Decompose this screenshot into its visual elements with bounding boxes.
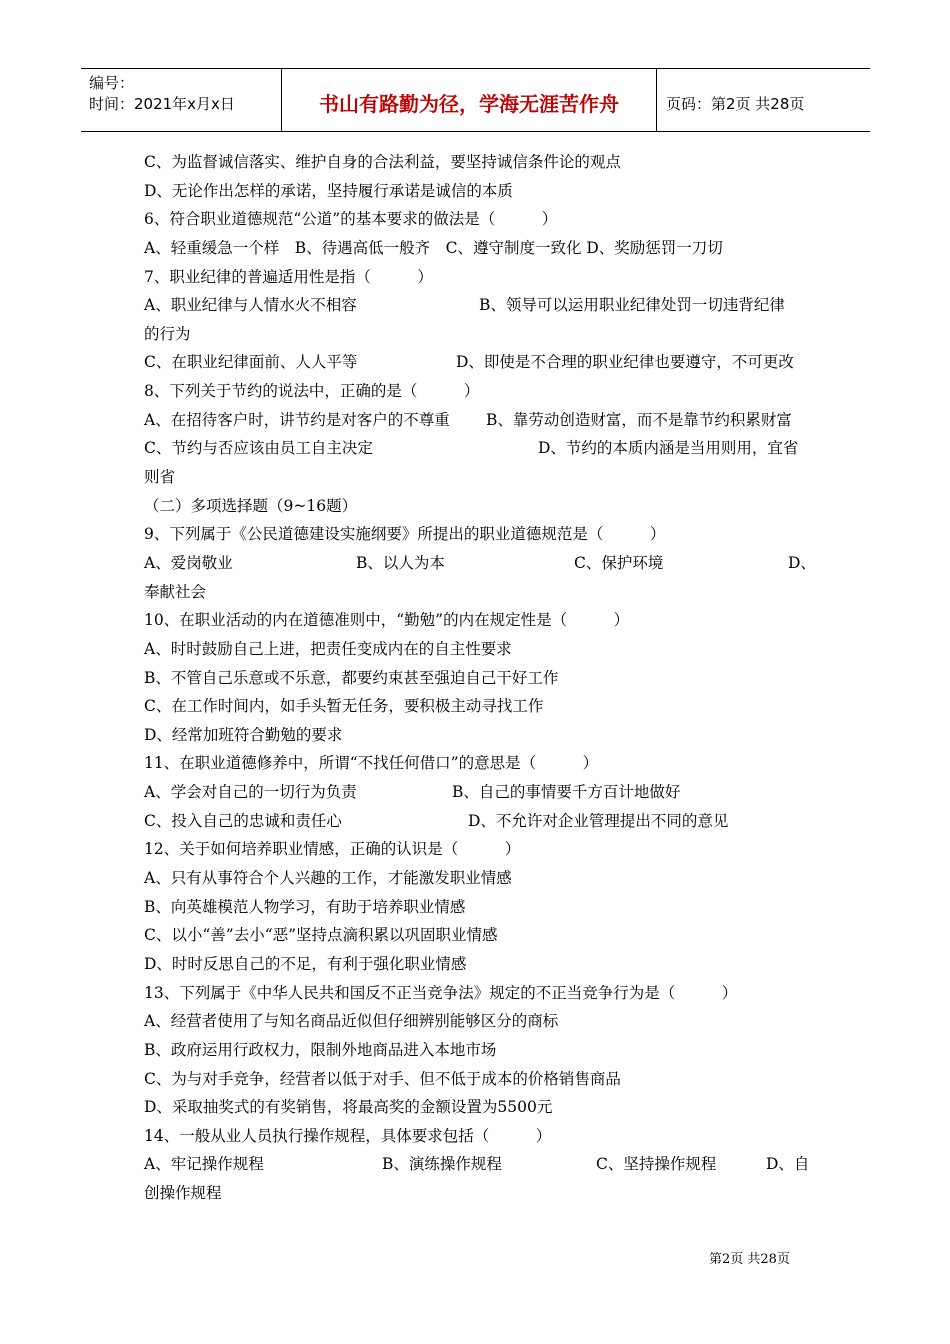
text-segment: 7、职业纪律的普遍适用性是指（ ） <box>144 267 433 286</box>
text-line <box>144 1150 808 1179</box>
text-line <box>144 1007 808 1036</box>
text-segment: A、学会对自己的一切行为负责 <box>144 783 357 802</box>
text-segment: 6、符合职业道德规范“公道”的基本要求的做法是（ ） <box>144 210 558 229</box>
text-line <box>144 721 808 750</box>
text-segment: 11、在职业道德修养中，所谓“不找任何借口”的意思是（ ） <box>144 754 599 773</box>
text-line <box>144 921 808 950</box>
text-segment: B、自己的事情要千方百计地做好 <box>452 783 681 802</box>
text-segment: A、经营者使用了与知名商品近似但仔细辨别能够区分的商标 <box>144 1012 559 1031</box>
text-line <box>144 1093 808 1122</box>
text-segment: D、无论作出怎样的承诺，坚持履行承诺是诚信的本质 <box>144 181 513 200</box>
text-segment: D、经常加班符合勤勉的要求 <box>144 725 343 744</box>
text-line <box>144 205 808 234</box>
text-segment: C、在职业纪律面前、人人平等 <box>144 353 358 372</box>
document-body <box>144 148 816 1208</box>
text-segment: D、采取抽奖式的有奖销售，将最高奖的金额设置为5500元 <box>144 1098 553 1117</box>
text-line <box>144 807 808 836</box>
text-line <box>144 377 808 406</box>
text-segment: C、以小“善”去小“恶”坚持点滴积累以巩固职业情感 <box>144 926 498 945</box>
text-line <box>144 234 808 263</box>
text-segment: C、坚持操作规程 <box>596 1155 717 1174</box>
text-segment: 13、下列属于《中华人民共和国反不正当竞争法》规定的不正当竞争行为是（ ） <box>144 983 738 1002</box>
text-segment: B、领导可以运用职业纪律处罚一切违背纪律 <box>479 296 785 315</box>
text-segment: C、节约与否应该由员工自主决定 <box>144 439 373 458</box>
text-line <box>144 549 816 578</box>
text-line <box>144 148 808 177</box>
text-segment: 14、一般从业人员执行操作规程，具体要求包括（ ） <box>144 1126 552 1145</box>
text-line <box>144 778 808 807</box>
text-line <box>144 291 808 320</box>
text-line <box>144 492 808 521</box>
text-line <box>144 1179 808 1208</box>
text-segment: C、保护环境 <box>574 553 664 572</box>
text-segment: A、轻重缓急一个样 B、待遇高低一般齐 C、遵守制度一致化 D、奖励惩罚一刀切 <box>144 238 723 257</box>
text-segment: A、职业纪律与人情水火不相容 <box>144 296 357 315</box>
text-segment: 9、下列属于《公民道德建设实施纲要》所提出的职业道德规范是（ ） <box>144 525 666 544</box>
text-line <box>144 692 808 721</box>
header-page-number: 页码：第2页 共28页 <box>666 95 805 113</box>
header-meta-cell <box>81 69 281 131</box>
text-line <box>144 320 808 349</box>
page-footer: 第2页 共28页 <box>709 1252 790 1267</box>
text-segment: D、 <box>788 553 816 572</box>
text-segment: B、政府运用行政权力，限制外地商品进入本地市场 <box>144 1040 497 1059</box>
text-segment: B、演练操作规程 <box>382 1155 502 1174</box>
text-segment: 则省 <box>144 468 176 487</box>
text-line <box>144 749 808 778</box>
text-segment: B、不管自己乐意或不乐意，都要约束甚至强迫自己干好工作 <box>144 668 559 687</box>
text-segment: 创操作规程 <box>144 1184 222 1203</box>
text-segment: 8、下列关于节约的说法中，正确的是（ ） <box>144 382 480 401</box>
text-line <box>144 463 808 492</box>
text-segment: A、爱岗敬业 <box>144 553 233 572</box>
header-page-cell <box>656 69 870 131</box>
text-segment: 的行为 <box>144 324 191 343</box>
text-line <box>144 177 808 206</box>
header-motto-cell <box>281 69 657 131</box>
text-line <box>144 406 808 435</box>
header-motto: 书山有路勤为径，学海无涯苦作舟 <box>319 92 619 116</box>
text-line <box>144 635 808 664</box>
text-segment: A、只有从事符合个人兴趣的工作，才能激发职业情感 <box>144 869 512 888</box>
text-line <box>144 520 808 549</box>
document-time-label: 时间：2021年x月x日 <box>89 95 235 113</box>
text-segment: D、自 <box>766 1155 810 1174</box>
text-line <box>144 864 808 893</box>
document-number-label: 编号： <box>89 74 135 92</box>
text-line <box>144 664 808 693</box>
text-segment: B、向英雄模范人物学习，有助于培养职业情感 <box>144 897 466 916</box>
text-line <box>144 893 808 922</box>
page-header <box>81 68 870 132</box>
text-segment: C、投入自己的忠诚和责任心 <box>144 811 342 830</box>
text-line <box>144 1122 808 1151</box>
text-line <box>144 606 808 635</box>
text-line <box>144 835 808 864</box>
text-segment: C、为与对手竞争，经营者以低于对手、但不低于成本的价格销售商品 <box>144 1069 621 1088</box>
text-line <box>144 979 808 1008</box>
text-segment: 奉献社会 <box>144 582 207 601</box>
text-line <box>144 1065 808 1094</box>
text-segment: B、以人为本 <box>356 553 445 572</box>
text-segment: 12、关于如何培养职业情感，正确的认识是（ ） <box>144 840 521 859</box>
text-segment: C、在工作时间内，如手头暂无任务，要积极主动寻找工作 <box>144 697 544 716</box>
text-segment: A、牢记操作规程 <box>144 1155 264 1174</box>
text-segment: D、时时反思自己的不足，有利于强化职业情感 <box>144 954 467 973</box>
text-segment: C、为监督诚信落实、维护自身的合法利益，要坚持诚信条件论的观点 <box>144 153 621 171</box>
text-line <box>144 578 808 607</box>
text-segment: D、不允许对企业管理提出不同的意见 <box>468 811 729 830</box>
text-segment: D、节约的本质内涵是当用则用，宜省 <box>538 439 799 458</box>
text-segment: A、时时鼓励自己上进，把责任变成内在的自主性要求 <box>144 639 512 658</box>
text-line <box>144 1036 808 1065</box>
text-line <box>144 434 808 463</box>
text-segment: B、靠劳动创造财富，而不是靠节约积累财富 <box>486 410 792 429</box>
text-segment: （二）多项选择题（9~16题） <box>144 496 358 515</box>
text-line <box>144 950 808 979</box>
text-segment: D、即使是不合理的职业纪律也要遵守，不可更改 <box>456 353 794 372</box>
text-line <box>144 263 808 292</box>
text-line <box>144 348 808 377</box>
text-segment: A、在招待客户时，讲节约是对客户的不尊重 <box>144 410 450 429</box>
text-segment: 10、在职业活动的内在道德准则中，“勤勉”的内在规定性是（ ） <box>144 611 630 630</box>
